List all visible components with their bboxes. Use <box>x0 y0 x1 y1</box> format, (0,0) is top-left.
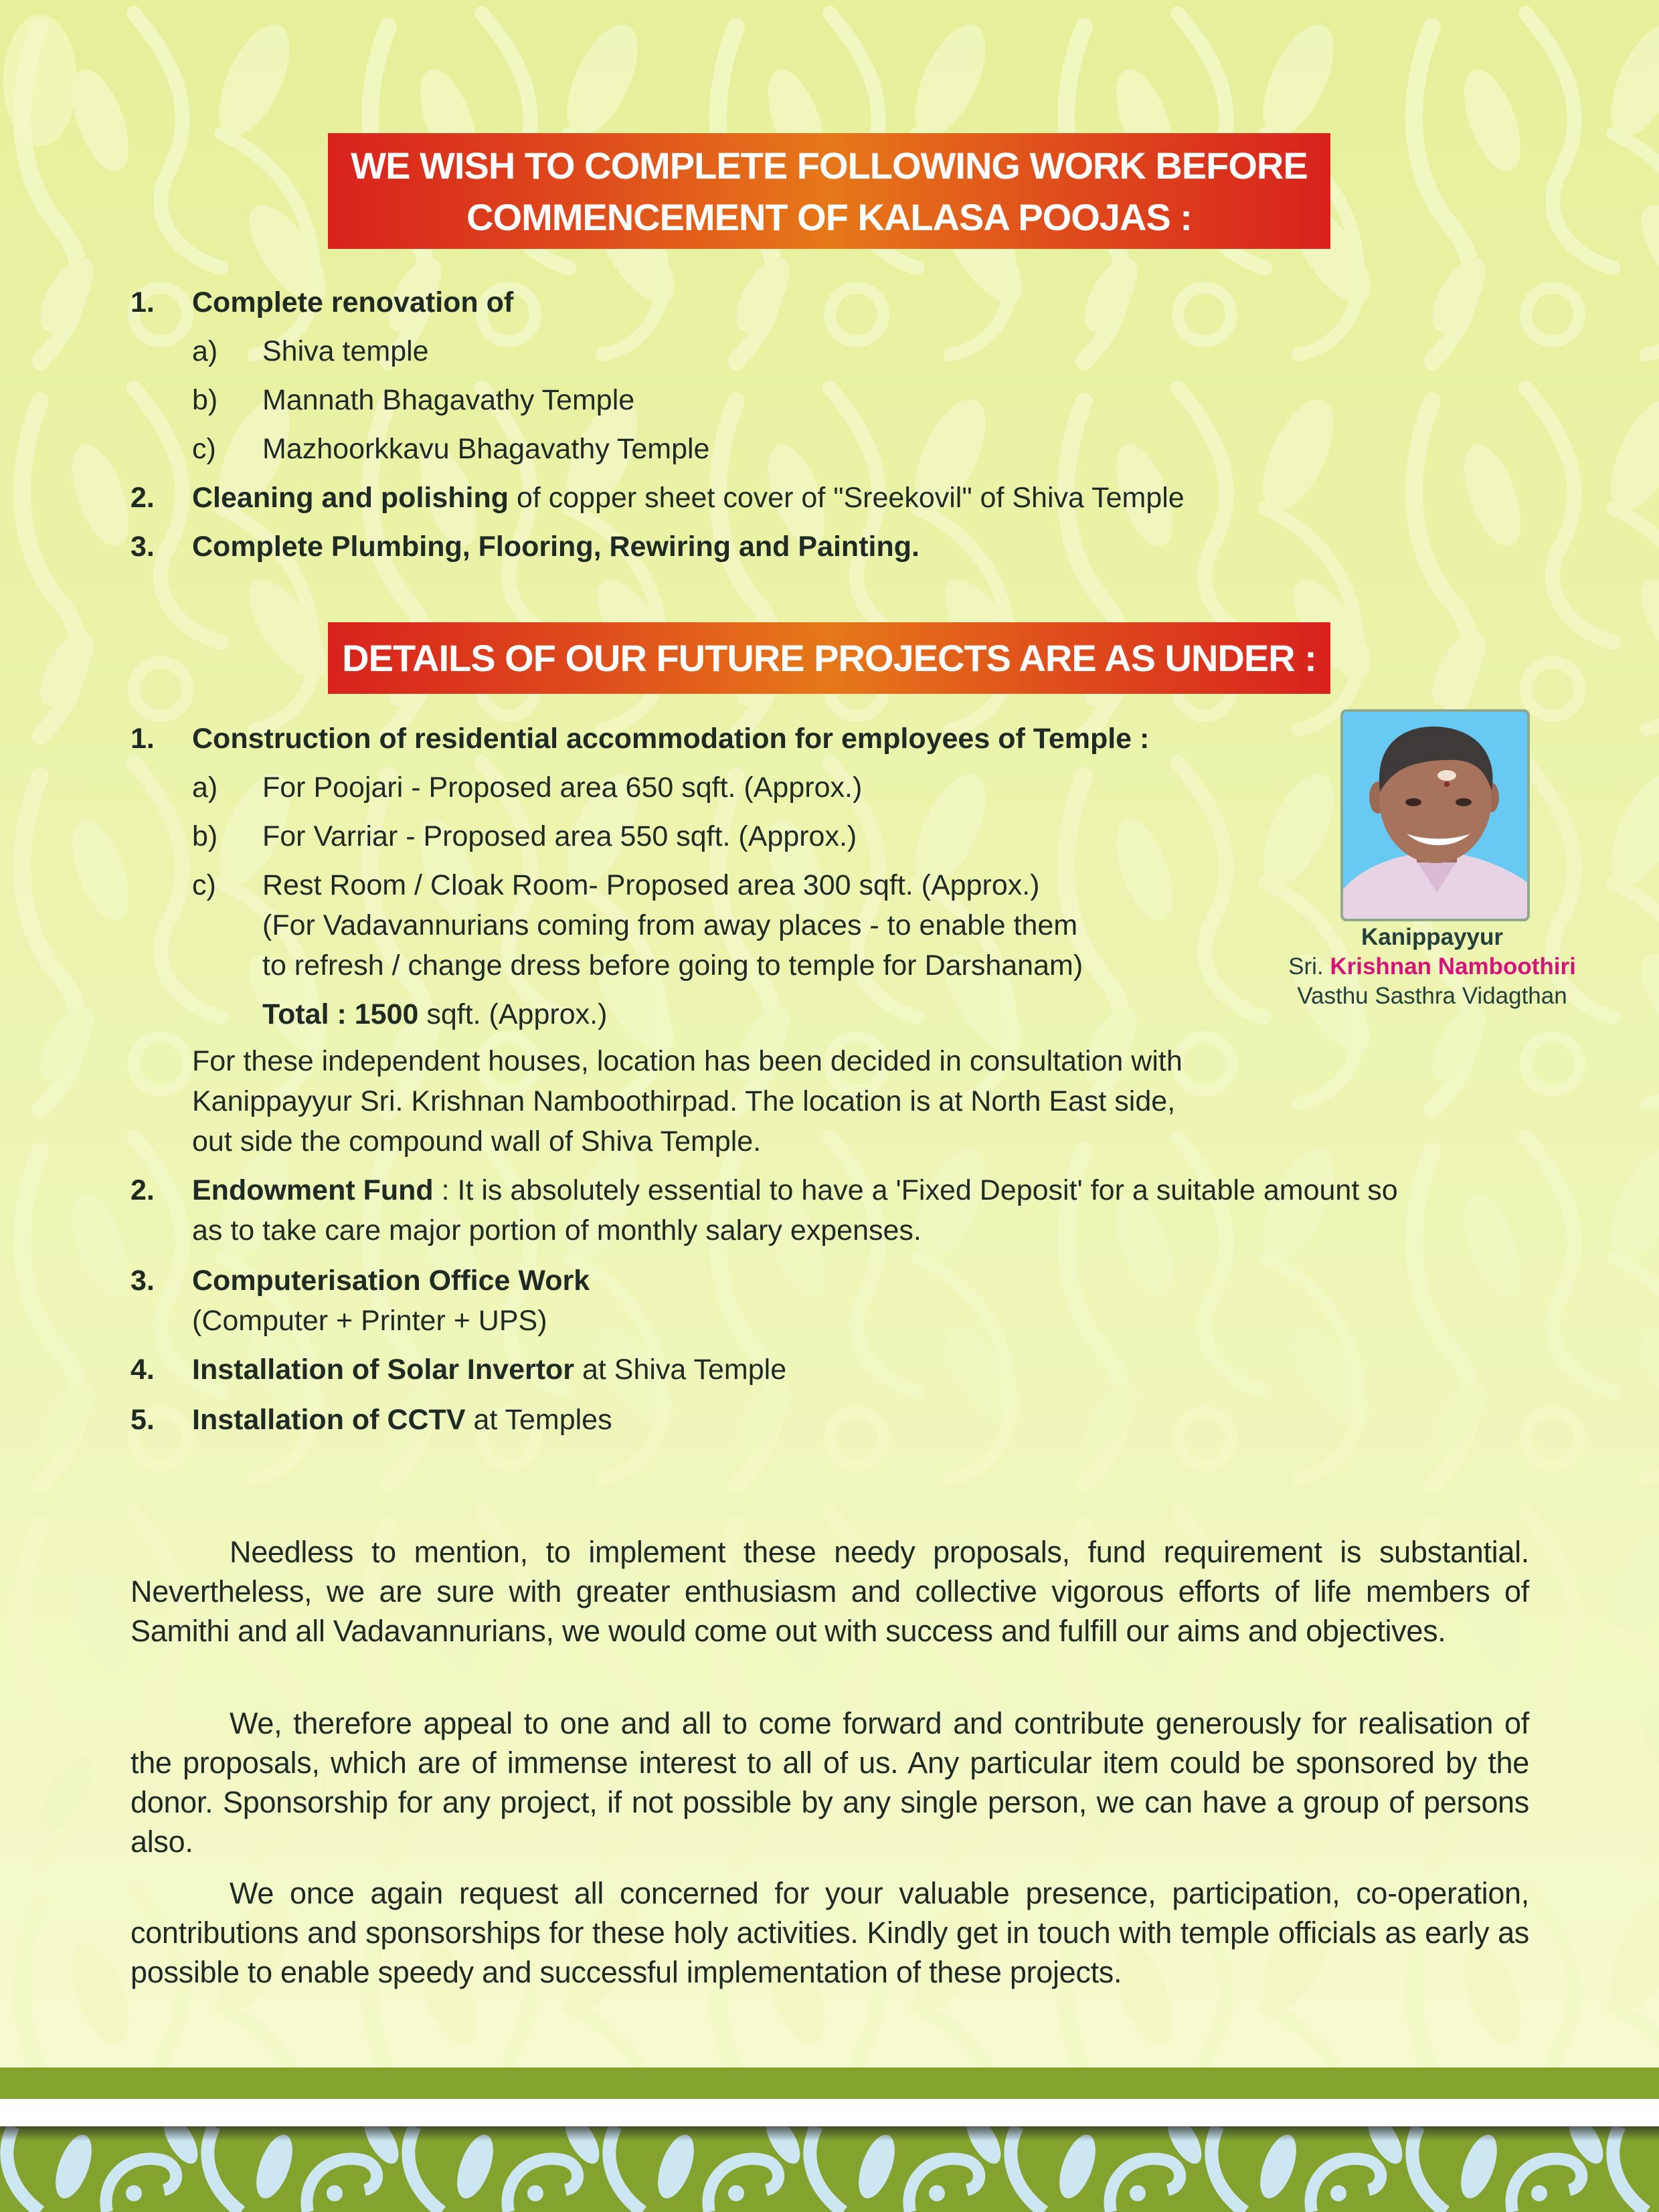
closing-paragraph-3: We once again request all concerned for your valuable presence, participation, co-operation, contributions and sponsorships for these holy activities. Kindly get in touch with temple officials as early as possible to enable speedy and successful implementation of these projects. <box>130 1876 1529 1989</box>
list-item-detail: : It is absolutely essential to have a 'Fixed Deposit' for a suitable amount so <box>433 1174 1398 1206</box>
list-number: 1. <box>130 723 155 755</box>
list-item-title: Installation of Solar Invertor <box>192 1354 575 1386</box>
profile-name-highlight: Krishnan Namboothiri <box>1330 953 1576 980</box>
footer-floral-pattern <box>0 2126 1659 2212</box>
list-item-title: Installation of CCTV <box>192 1404 466 1436</box>
list-item-title: Construction of residential accommodation for employees of Temple : <box>192 723 1150 755</box>
profile-title: Vasthu Sasthra Vidagthan <box>1297 983 1567 1009</box>
list-number: 4. <box>130 1354 155 1386</box>
sub-item-letter: b) <box>192 384 218 416</box>
banner-line-2: COMMENCEMENT OF KALASA POOJAS : <box>466 196 1192 238</box>
list-number: 5. <box>130 1404 155 1436</box>
sub-item-text: Rest Room / Cloak Room- Proposed area 300 sqft. (Approx.) <box>262 869 1040 901</box>
sub-item-letter: c) <box>192 433 216 465</box>
person-portrait-icon <box>1343 712 1527 919</box>
sub-item-text: Mazhoorkkavu Bhagavathy Temple <box>262 433 710 465</box>
closing-paragraph-1: Needless to mention, to implement these needy proposals, fund requirement is substantial. Nevertheless, we are sure with greater enthusiasm and collective vigorous efforts of life members of Samithi and all Vadavannurians, we would come out with success and fulfill our aims and objectives. <box>130 1535 1529 1648</box>
sub-item-letter: c) <box>192 869 216 901</box>
work-before-kalasa-banner <box>328 133 1330 249</box>
list-item-detail: at Temples <box>465 1404 612 1436</box>
list-number: 2. <box>130 482 155 514</box>
footer-white-band <box>0 2099 1659 2126</box>
future-projects-banner: DETAILS OF OUR FUTURE PROJECTS ARE AS UNDER : <box>328 622 1330 694</box>
list-number: 3. <box>130 1265 155 1297</box>
profile-photo <box>1340 709 1530 921</box>
banner-line-1: WE WISH TO COMPLETE FOLLOWING WORK BEFORE <box>351 145 1308 187</box>
list-item-title: Endowment Fund <box>192 1174 434 1206</box>
profile-place: Kanippayyur <box>1361 924 1503 950</box>
profile-honorific: Sri. <box>1288 953 1330 980</box>
list-item-title: Cleaning and polishing <box>192 482 509 514</box>
sub-item-text: Shiva temple <box>262 335 429 367</box>
sub-item-text: (For Vadavannurians coming from away places - to enable them <box>262 909 1078 941</box>
sub-item-letter: a) <box>192 335 218 367</box>
list-item-title: Computerisation Office Work <box>192 1265 590 1297</box>
list-item-title: Complete renovation of <box>192 286 514 318</box>
list-item-detail: of copper sheet cover of "Sreekovil" of Shiva Temple <box>509 482 1185 514</box>
list-item-title: Complete Plumbing, Flooring, Rewiring and Painting. <box>192 531 920 563</box>
total-label: Total : 1500 <box>262 998 419 1030</box>
list-number: 1. <box>130 286 155 318</box>
sub-item-text: For Varriar - Proposed area 550 sqft. (Approx.) <box>262 820 857 852</box>
sub-item-letter: a) <box>192 771 218 804</box>
footer-shadow <box>0 2126 1659 2141</box>
list-number: 3. <box>130 531 155 563</box>
sub-item-text: Mannath Bhagavathy Temple <box>262 384 635 416</box>
list-item-detail: at Shiva Temple <box>574 1354 787 1386</box>
profile-caption <box>1258 924 1606 1010</box>
list-number: 2. <box>130 1174 155 1206</box>
profile-name <box>1258 953 1606 980</box>
list-item-text <box>192 482 1185 515</box>
sub-item-text: to refresh / change dress before going to temple for Darshanam) <box>262 949 1083 982</box>
sub-item-text: For Poojari - Proposed area 650 sqft. (Approx.) <box>262 771 863 804</box>
closing-paragraph-2: We, therefore appeal to one and all to come forward and contribute generously for realisation of the proposals, which are of immense interest to all of us. Any particular item could be sponsored by the donor. Sponsorship for any project, if not possible by any single person, we can have a group of persons also. <box>130 1706 1529 1859</box>
total-unit: sqft. (Approx.) <box>418 998 608 1030</box>
sub-item-letter: b) <box>192 820 218 852</box>
footer-green-band <box>0 2067 1659 2099</box>
